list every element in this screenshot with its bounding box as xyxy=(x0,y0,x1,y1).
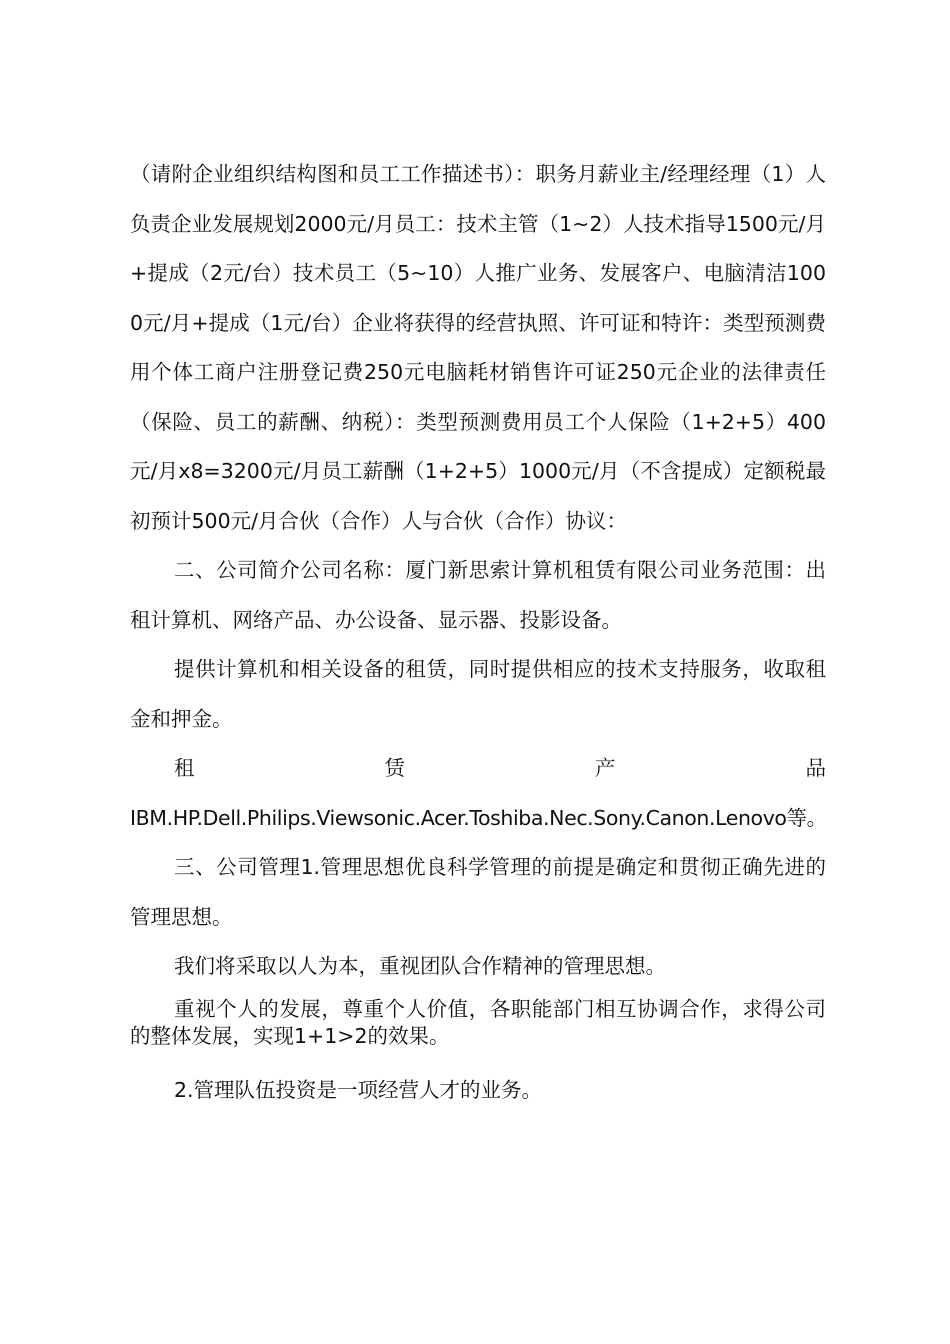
paragraph-services: 提供计算机和相关设备的租赁，同时提供相应的技术支持服务，收取租金和押金。 xyxy=(130,657,826,731)
paragraph-brand-list: IBM.HP.Dell.Philips.Viewsonic.Acer.Toshiba.Nec.Sony.Canon.Lenovo等。 xyxy=(130,805,827,830)
paragraph-management-team: 2.管理队伍投资是一项经营人才的业务。 xyxy=(174,1077,543,1102)
paragraph-company-intro: 二、公司简介公司名称：厦门新思索计算机租赁有限公司业务范围：出租计算机、网络产品、办公设备、显示器、投影设备。 xyxy=(130,558,826,632)
paragraph-personal-development: 重视个人的发展，尊重个人价值，各职能部门相互协调合作，求得公司的整体发展，实现1+1>2的效果。 xyxy=(130,996,826,1048)
paragraph-management: 三、公司管理1.管理思想优良科学管理的前提是确定和贯彻正确先进的管理思想。 xyxy=(130,855,826,929)
paragraph-org-structure: （请附企业组织结构图和员工工作描述书）：职务月薪业主/经理经理（1）人负责企业发展规划2000元/月员工：技术主管（1~2）人技术指导1500元/月+提成（2元/台）技术员工（5~10）人推广业务、发展客户、电脑清洁1000元/月+提成（1元/台）企业将获得的经营执照、许可证和特许：类型预测费用个体工商户注册登记费250元电脑耗材销售许可证250元企业的法律责任（保险、员工的薪酬、纳税）：类型预测费用员工个人保险（1+2+5）400元/月x8=3200元/月员工薪酬（1+2+5）1000元/月（不含提成）定额税最初预计500元/月合伙（合作）人与合伙（合作）协议： xyxy=(130,162,826,533)
paragraph-philosophy: 我们将采取以人为本，重视团队合作精神的管理思想。 xyxy=(174,954,666,978)
paragraph-rental-products-heading: 租赁产品 xyxy=(174,756,826,780)
document-page xyxy=(130,150,826,1115)
